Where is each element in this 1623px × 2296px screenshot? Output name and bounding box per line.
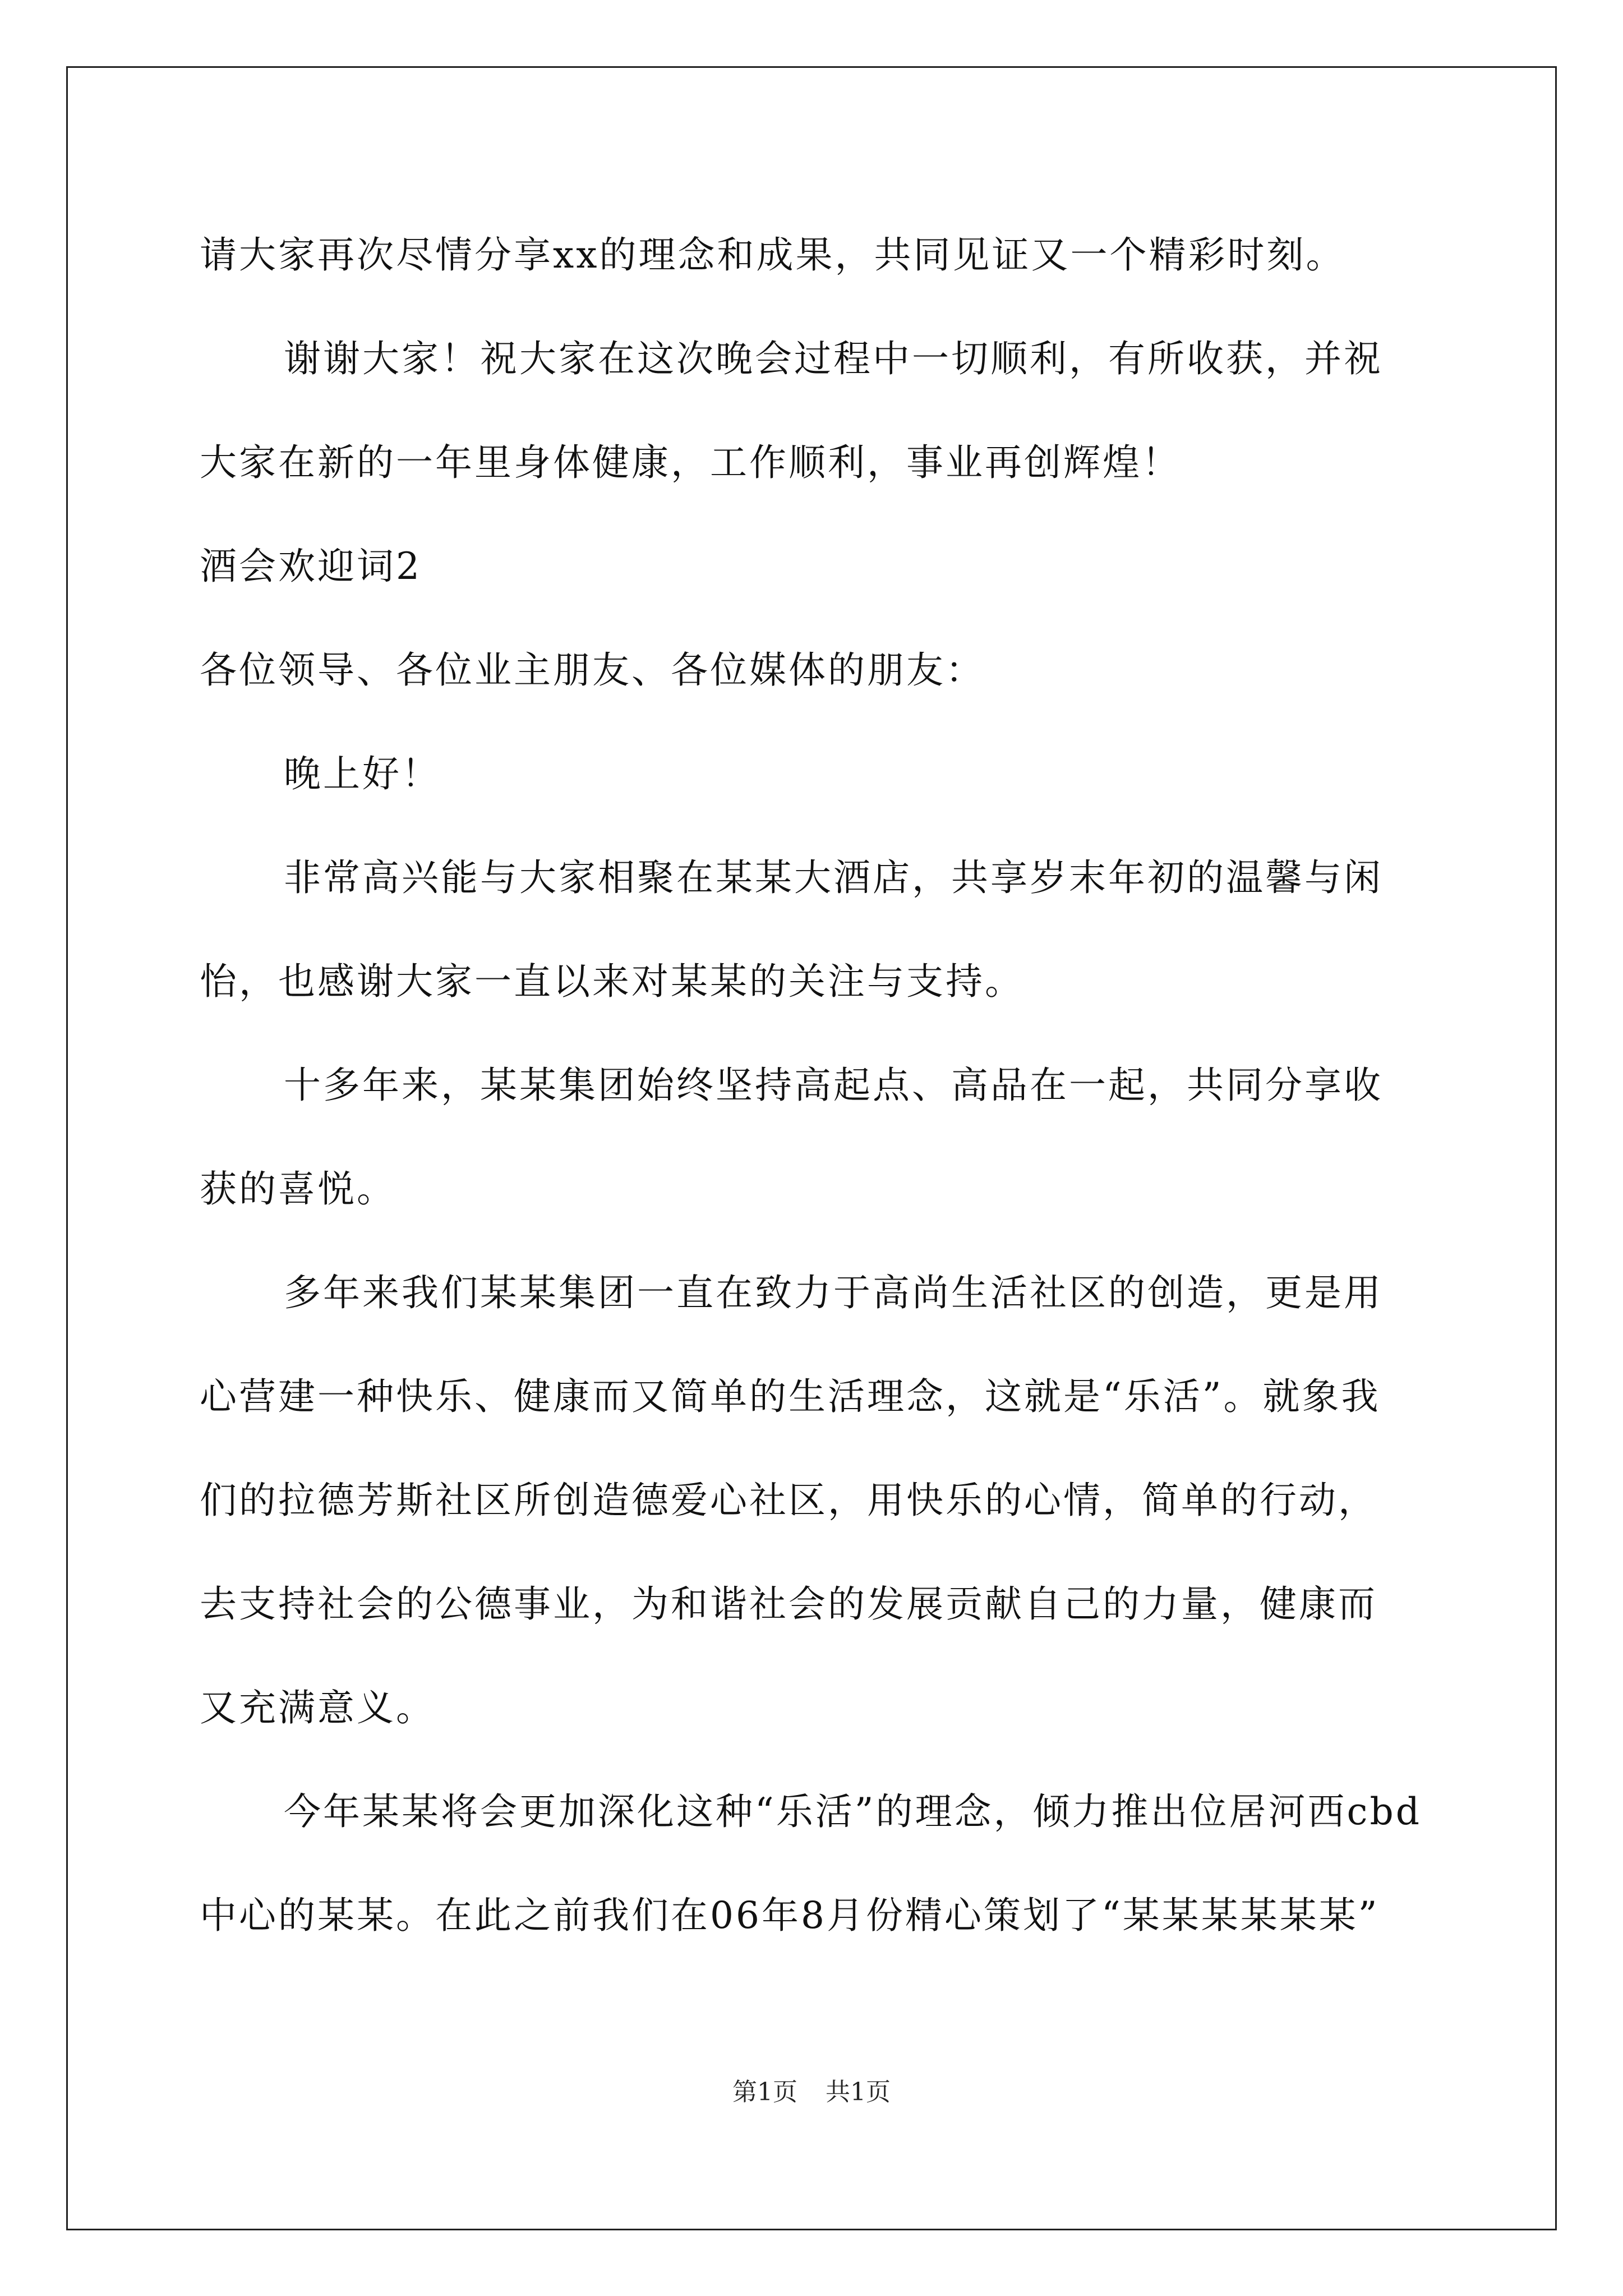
text-line: 大家在新的一年里身体健康，工作顺利，事业再创辉煌！ bbox=[200, 441, 1181, 484]
paragraph-line: 非常高兴能与大家相聚在某某大酒店，共享岁末年初的温馨与闲 bbox=[284, 856, 1383, 899]
text-line: 中心的某某。在此之前我们在06年8月份精心策划了“某某某某某某” bbox=[200, 1894, 1380, 1937]
greeting: 晚上好！ bbox=[284, 752, 441, 795]
page-number: 第1页 bbox=[732, 2078, 797, 2106]
text-line: 请大家再次尽情分享xx的理念和成果，共同见证又一个精彩时刻。 bbox=[200, 233, 1345, 277]
text-line: 怡，也感谢大家一直以来对某某的关注与支持。 bbox=[200, 960, 1024, 1003]
salutation: 各位领导、各位业主朋友、各位媒体的朋友： bbox=[200, 648, 985, 692]
page-footer bbox=[0, 2076, 1623, 2109]
text-line: 又充满意义。 bbox=[200, 1686, 435, 1729]
paragraph-line: 多年来我们某某集团一直在致力于高尚生活社区的创造，更是用 bbox=[284, 1271, 1383, 1314]
paragraph-line: 谢谢大家！祝大家在这次晚会过程中一切顺利，有所收获，并祝 bbox=[284, 337, 1383, 380]
paragraph-line: 十多年来，某某集团始终坚持高起点、高品在一起，共同分享收 bbox=[284, 1064, 1383, 1107]
text-line: 们的拉德芳斯社区所创造德爱心社区，用快乐的心情，简单的行动， bbox=[200, 1479, 1377, 1522]
page-count: 共1页 bbox=[826, 2078, 891, 2106]
paragraph-line: 今年某某将会更加深化这种“乐活”的理念，倾力推出位居河西cbd bbox=[284, 1790, 1422, 1833]
text-line: 去支持社会的公德事业，为和谐社会的发展贡献自己的力量，健康而 bbox=[200, 1582, 1377, 1626]
section-heading: 酒会欢迎词2 bbox=[200, 545, 422, 588]
text-line: 心营建一种快乐、健康而又简单的生活理念，这就是“乐活”。就象我 bbox=[200, 1375, 1381, 1418]
text-line: 获的喜悦。 bbox=[200, 1167, 396, 1211]
